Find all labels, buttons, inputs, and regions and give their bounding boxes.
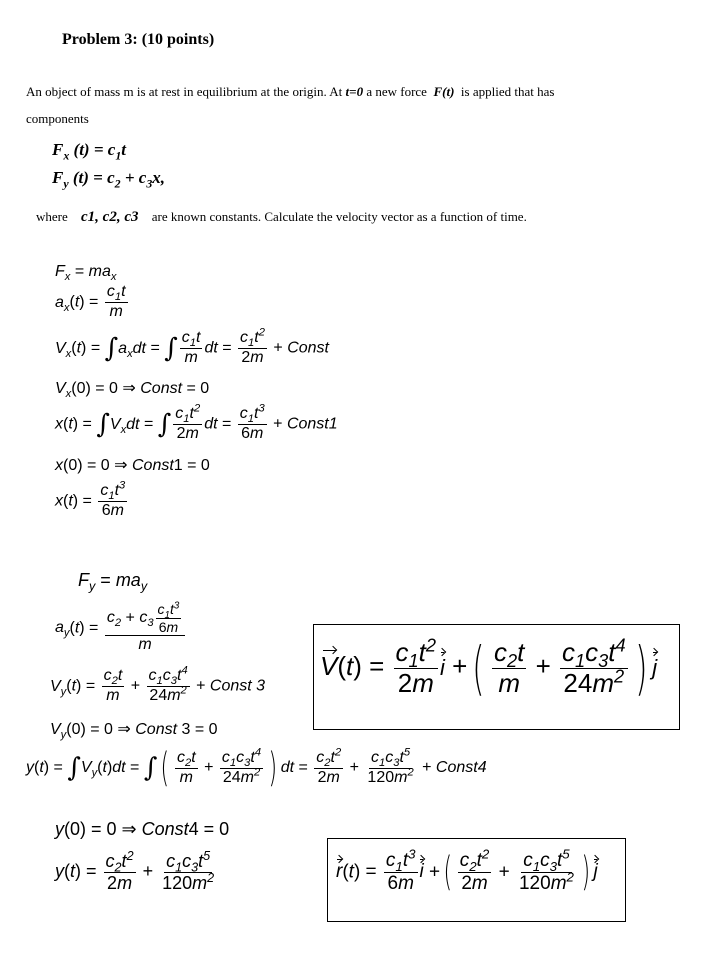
intro-text-1: An object of mass m is at rest in equilibrium at the origin. At <box>26 84 343 99</box>
fy-equation: $F_y$ $(t) = c_2 + c_3x$, <box>52 168 166 191</box>
where-line: where c1, c2, c3 are known constants. Calculate the velocity vector as a function of time. <box>36 209 527 225</box>
eq-x: $x(t) = \int V_xdt$ = ∫ $\frac{c_1t^2}{2m}$ dt = $\frac{c_1t^3}{6m}$ + Const1 <box>55 402 338 442</box>
eq-fy-ma: $F_y = ma_y$ <box>78 570 148 594</box>
eq-fx-ma: $F_x = ma_x$ <box>55 263 117 284</box>
position-vector-equation: r(t) = $\frac{c_1t^3}{6m}$ i +( $\frac{c_2t^2}{2m}$ + $\frac{c_1c_3t^5}{120m^2}$ ) j <box>336 846 598 896</box>
eq-y0: y(0) = 0 ⇒ Const4 = 0 <box>55 819 230 839</box>
intro-text-3: is applied that has <box>460 84 555 99</box>
eq-y: $y(t) = \int V_y(t)dt$ = ∫( $\frac{c_2t}{m}$ + $\frac{c_1c_3t^4}{24m^2}$ ) dt = $\frac{c_2t^2}{2m}$ + $\frac{c_1c_3t^5}{120m^2}$ + Const4 <box>26 745 487 791</box>
velocity-vector-equation: V(t) = $\frac{c_1t^2}{2m}$ i +( $\frac{c_2t}{m}$ + $\frac{c_1c_3t^4}{24m^2}$ ) j <box>320 634 658 702</box>
problem-statement <box>26 78 694 132</box>
eq-x-result: x(t) = $\frac{c_1t^3}{6m}$ <box>55 479 126 519</box>
intro-text-4: components <box>26 111 89 126</box>
position-result-box <box>327 838 626 922</box>
force-symbol: F(t) <box>433 84 455 99</box>
eq-vy0: $V_y(0) = 0$ ⇒ Const 3 = 0 <box>50 721 218 742</box>
eq-x0: x(0) = 0 ⇒ Const1 = 0 <box>55 457 210 474</box>
velocity-result-box <box>313 624 680 730</box>
intro-text-2: a new force <box>366 84 427 99</box>
eq-y-result: y(t) = $\frac{c_2t^2}{2m}$ + $\frac{c_1c_3t^5}{120m^2}$ <box>55 849 215 893</box>
time-zero: t=0 <box>345 84 364 99</box>
eq-vy: $V_y(t)$ = $\frac{c_2t}{m}$ + $\frac{c_1c_3t^4}{24m^2}$ + Const 3 <box>50 664 266 704</box>
problem-title: Problem 3: (10 points) <box>62 31 215 48</box>
eq-ax: $a_x(t)$ = $\frac{c_1t}{m}$ <box>55 283 126 320</box>
eq-vx0: $V_x(0) = 0$ ⇒ Const = 0 <box>55 380 210 401</box>
constants-list: c1, c2, c3 <box>81 209 139 225</box>
fx-equation: $F_x$ $(t) = c_1t$ <box>52 140 127 163</box>
eq-ay: $a_y(t)$ = $c_2 + c_3$ $\frac{c_1t^3}{6m}$ m <box>55 602 187 654</box>
eq-vx: $V_x(t) = \int a_xdt$ = ∫ $\frac{c_1t}{m}$ dt = $\frac{c_1t^2}{2m}$ + Const <box>55 326 329 366</box>
